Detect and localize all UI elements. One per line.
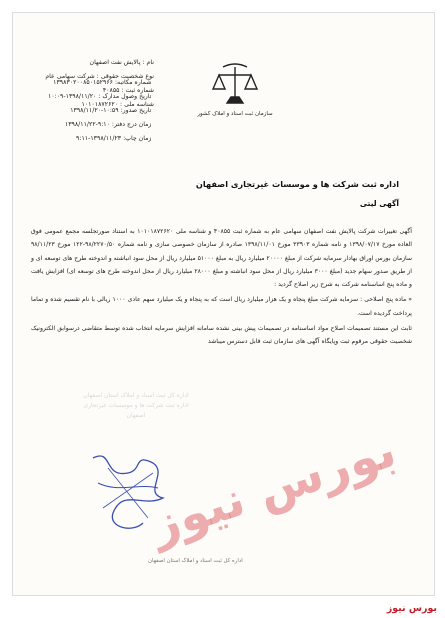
stamp-line-2: اداره ثبت شرکت ها و موسسات غیرتجاری [83, 402, 189, 409]
national-id: شناسه ملی : ۱۰۱۰۱۸۷۲۶۲۰ [81, 101, 154, 108]
office-title: اداره ثبت شرکت ها و موسسات غیرتجاری اصفهان [195, 179, 399, 189]
letter-meta-block [48, 79, 151, 149]
body-paragraph-2: « ماده پنج اصلاحی : سرمایه شرکت مبلغ پنجاه و یک هزار میلیارد ریال است که به پنجاه و یک میلیارد سهم عادی ۱۰۰۰ ریالی با نام تقسیم شده و تماما پرداخت گردیده است. [31, 296, 412, 317]
stamp-line-1: اداره کل ثبت اسناد و املاک استان اصفهان [83, 392, 189, 399]
docs-received-date: تاریخ وصول مدارک : ۱۳۹۸/۱۱/۲۰-۱۰:۰۹ [48, 93, 152, 100]
letter-number: شماره مکاتبه: ۱۳۹۸۳۰۲۰۰۸۵۰۱۵۲۹۶۶ [53, 79, 152, 86]
watermark [143, 393, 403, 593]
stamp-line-3: اصفهان [126, 412, 146, 419]
registry-emblem-icon [197, 63, 273, 125]
body-paragraph-1: آگهی تغییرات شرکت پالایش نفت اصفهان سهامی عام به شماره ثبت ۴۰۸۵۵ و شناسه ملی ۱۰۱۰۱۸۷۲۶۲۰ به استناد صورتجلسه مجمع عمومی فوق العاده مورخ ۱۳۹۸/۰۷/۱۷ و نامه شماره ۳۳۹۰۳ مورخ ۱۳۹۸/۱۱/۰۱ صادره از سازمان خصوصی سازی و نامه شماره ۹۸/۲۲۷۰/۵۰-۱۲۲ مورخ ۹۸/۱۱/۲۳ سازمان بورس اوراق بهادار سرمایه شرکت از مبلغ ۲۰۰۰۰ میلیارد ریال به مبلغ ۵۱۰۰۰ میلیارد ریال از محل سود انباشته و اندوخته طرح های توسعه ای و از طریق صدور سهام جدید (مبلغ ۳۰۰۰ میلیارد ریال از محل سود انباشته و مبلغ ۲۸۰۰۰ میلیارد ریال از محل اندوخته طرح های توسعه ای) افزایش یافت و ماده پنج اساسنامه شرکت به شرح زیر اصلاح گردید : [31, 228, 412, 289]
notice-subtitle: آگهی لیتی [359, 199, 399, 208]
signature-footer: اداره کل ثبت اسناد و املاک استان اصفهان [148, 558, 243, 564]
print-time: زمان چاپ: ۱۳۹۸/۱۱/۲۳-۹:۱۱ [76, 135, 152, 142]
notice-body [31, 225, 412, 351]
office-entry-time: زمان درج دفتر: ۹:۱۰-۱۳۹۸/۱۱/۲۲ [64, 121, 152, 128]
issue-date: تاریخ صدور: ۱۰:۵۹-۱۳۹۸/۱۱/۲۰ [70, 107, 152, 114]
body-paragraph-3: ثابت این مستند تصمیمات اصلاح مواد اساسنامه در تصمیمات پیش بینی نشده سامانه افزایش سرمایه انتخاب شده توسط متقاضی درسوابق الکترونیک شخصیت حقوقی مرقوم ثبت وپایگاه آگهی های سازمان ثبت قابل دسترس میباشد [31, 325, 412, 346]
registration-number: شماره ثبت : ۴۰۸۵۵ [102, 87, 154, 94]
document-page [12, 12, 435, 596]
watermark-text: بورس نیوز [143, 421, 403, 554]
emblem-caption: سازمان ثبت اسناد و املاک کشور [197, 111, 273, 117]
entity-type: نوع شخصیت حقوقی : شرکت سهامی عام [45, 73, 154, 80]
brand-logo: بورس نیوز [386, 603, 437, 614]
company-name: نام : پالایش نفت اصفهان [89, 59, 154, 66]
